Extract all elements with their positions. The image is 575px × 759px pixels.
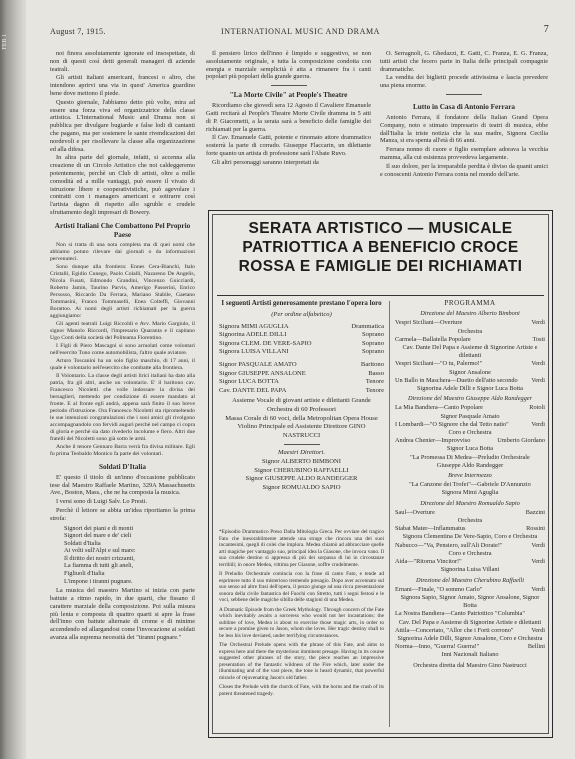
artists-lead: I seguenti Artisti generosamente prestano l'opera loro — [221, 299, 382, 307]
paragraph: Ferrara nonno di cuore e figlio esemplare adorava la vecchia mamma, alla cui esistenza provvedeva largamente. — [380, 146, 548, 161]
artist-name: Signor PASQUALE AMATO — [219, 360, 297, 368]
violin-note: Violino Principale ed Assistente Direttore GINO NASTRUCCI — [237, 423, 366, 439]
artist-row — [219, 323, 384, 332]
piece-title: Carmela—Ballatella Popolare — [395, 335, 471, 343]
paragraph: Sono dunque alla frontiera: Ennes Cera-Bianchi, Italo Cristalli, Egidio Cunego, Paolo Colalli, Nazareno De Angelis, Nicola Fusati, Edmondo Grandini, Vincenzo Guicciardi, Roberto Jamin, Taurino Parvis, Amerigo Passerini, Enrico Persosso, Riccardo Da Ferrara, Mariano Stabile, Gaetano Tommasini, Franco Tommaselli, Enea Colteffi, Giovanni Borattoo. Ai nomi degli artisti richiamati per la guerra aggiungiamo: — [50, 263, 195, 319]
piece-title: "La Promessa Di Medea—Preludio Orchestrale — [410, 453, 530, 461]
piece-title: Ernani—Finale, "O sommo Carlo" — [395, 585, 483, 593]
composer: Verdi — [531, 319, 545, 327]
column-divider — [389, 301, 390, 727]
artist-role: Tenore — [365, 378, 384, 386]
programme — [395, 299, 545, 670]
divider — [271, 85, 307, 86]
paragraph: Il pensiero lirico dell'inno è limpido e suggestivo, se non assolutamente originale, e tutta la composizione condotta con energia e marziale semplicità è atta a rimanere fra i canti popolari più popolari della grande guerra. — [206, 50, 371, 81]
gutter-mark: FEB 1 — [2, 34, 8, 50]
performers: Signorina Adele Dilli, Signor Ansalone, Coro e Orchestra — [397, 634, 543, 642]
composer: Verdi — [531, 420, 545, 428]
director-name: Signor ALBERTO BIMBONI — [262, 457, 341, 465]
note-paragraph: The Orchestral Prelude opens with the phrase of this Fate, and aims to express here and there the mysterious imminent presage. Having in its course suggested other phrases of the story, the piece reaches an impressive presentation of the fantastic wildness of the Fire which, later under the illuminating and of the vast piece, the tone is heard dynamic, that powerful miracle of rejuvenating Jason's old father. — [219, 642, 384, 681]
paragraph: Gli agenti teatrali Luigi Riccoldi e Avv. Mario Gargiulo, il signor Manolo Riccordi, l'impresario Quaranta e il capitano Ugo Conti della società del Politeama Fiorentino. — [50, 320, 195, 341]
paragraph: O. Serragnoli, G. Ghedazzi, E. Gatti, C. Franza, E. G. Franza, tutti artisti che fecero parte in Italia delle principali compagnie drammatiche. — [380, 50, 548, 73]
newspaper-page — [26, 0, 575, 759]
artist-role: Basso — [368, 369, 384, 377]
artist-name: Signor GIUSEPPE ANSALONE — [219, 369, 306, 377]
paragraph: I Figli di Piero Mascagni si sono arruolati come volontari nell'esercito Tuno come automobilista, l'altro quale aviatore. — [50, 342, 195, 356]
paragraph: La vendita dei biglietti procede attivissima e lascia prevedere una piena enorme. — [380, 74, 548, 90]
piece-title: Saul—Overture — [395, 508, 435, 516]
composer: Rotoli — [529, 404, 545, 412]
composer: Bellini — [527, 643, 545, 651]
piece-title: Vespri Siciliani—"O tu, Palermo!" — [395, 360, 483, 368]
paragraph: noi finora assolutamente ignorate ed insospettate, di non di questi così detti generali manageri di aziende teatrali. — [50, 50, 195, 73]
piece-title: I Lombardi—"O Signore che dal Tetto natio" — [395, 420, 509, 428]
performers: Cav. Dante Del Papa e Assieme di Signorine Artiste e dilettanti — [402, 344, 538, 360]
piece-title: "La Canzone dei Trofei"—Gabriele D'Annunzio — [409, 481, 531, 489]
artist-role: Baritono — [360, 360, 384, 368]
piece-title: Andrea Chenier—Improvviso — [395, 437, 471, 445]
composer: Verdi — [531, 376, 545, 384]
performers: Signora Mimi Aguglia — [441, 489, 499, 497]
programme-item — [395, 558, 545, 566]
performers: Signor Pasquale Amato — [440, 412, 500, 420]
conductor-line: Direzione del Maestro Romualdo Sapio — [420, 499, 520, 507]
piece-title: Stabat Mater—Inflammatus — [395, 525, 466, 533]
paragraph: Ricordiamo che giovedì sera 12 Agosto il Cavaliere Emanuele Gatti recitarà al People's Theatre Morte Civile dramma in 5 atti di P. Giacometti, a la serata sarà a beneficio delle famiglie dei richiamati per la guerra. — [206, 102, 371, 133]
artist-name: Signora MIMI AGUGLIA — [219, 322, 289, 330]
note-paragraph: *Episodio Drammatico Preso Dalla Mitologia Greca. Per ovviare del tragico Fato che inesorabilmente attende una strage che rincora una dei suoi incantesimi, quegli di colei che implora. Medea chiamò ad abbracciare quelle arti magiche per vantaggio suo, principal idea la Giasone, che invoca vano. Il suo crudele destino si appressa di più dei sorpassa di lui in circostanze terribili; in onore Medea, vittima per Giasone, soffre crudelmente. — [219, 529, 384, 568]
page-number: 7 — [543, 24, 549, 35]
poem-line: Signori del mare e de' cieli — [64, 532, 132, 540]
composer: Giuseppe Aldo Randegger — [436, 461, 504, 469]
artist-row — [219, 331, 384, 340]
composer: Verdi — [531, 585, 545, 593]
poem-line: Ai volti sull'Alpi e sul mare: — [64, 547, 136, 555]
programme-item — [395, 542, 545, 550]
alpha-note: (Per ordine alfabetico) — [271, 311, 332, 318]
conductor-line: Direzione del Maestro Giuseppe Aldo Randegger — [407, 395, 533, 403]
article-title: Soldati D'Italia — [99, 462, 146, 471]
artist-row — [219, 370, 384, 379]
artist-name: Signora CLEM. DE VERE-SAPIO — [219, 339, 312, 347]
performers: Orchestra — [457, 327, 483, 335]
programme-item — [395, 404, 545, 412]
divider — [446, 94, 482, 95]
performers: Orchestra — [457, 517, 483, 525]
performers: Signor Ansalone — [449, 368, 491, 376]
performers: Signor Luca Botta — [446, 445, 494, 453]
performers: Coro e Orchestra — [448, 429, 492, 437]
artist-row — [219, 340, 384, 349]
piece-title: Norma—Inno, "Guerra! Guerra!" — [395, 643, 480, 651]
artist-name: Signorina ADELE DILLI — [219, 331, 287, 339]
piece-title: Aida—"Ritorna Vincitor!" — [395, 558, 462, 566]
announcement-headline: SERATA ARTISTICO — MUSICALE PATRIOTTICA A BENEFICIO CROCE ROSSA E FAMIGLIE DEI RICHIAMATI — [238, 220, 523, 275]
artist-role: Drammatica — [351, 322, 384, 330]
artist-row — [219, 378, 384, 387]
performers: Signora Clementina De Vere-Sapio, Coro e Orchestra — [402, 533, 538, 541]
paragraph: In altra parte del giornale, infatti, si accenna alla creazione di un Circolo Artistico che noi caldeggeremo potentemente, perchè un Club di artisti, oltre a mille comodità ed a mille vantaggi, può essere il vivaio di istruzione libere e cooperativistiche, può agevolare i contratti con i managers americani e sottrarre così l'artista dagno di rispetto allo sgruble e crudele sfruttamento degli impresari di Bowery. — [50, 154, 195, 216]
director-name: Signor GIUSEPPE ALDO RANDEGGER — [245, 475, 358, 483]
article-title: Lutto in Casa di Antonio Ferrara — [412, 102, 516, 111]
piece-title: Un Ballo in Maschera—Duetto dell'atto secondo — [395, 376, 518, 384]
programme-item — [395, 509, 545, 517]
artist-role: Soprano — [362, 348, 384, 356]
directors-title: Maestri Direttori. — [277, 449, 325, 457]
director-name: Signor ROMUALDO SAPIO — [262, 483, 341, 491]
composer: Rossini — [526, 525, 545, 533]
paragraph: Questo giornale, l'abbiamo detto più volte, mira ad essere una forza viva ed organizzatrice della classe artistica. L'International Music and Drama non si pubblica per divulgare bugiarde e false lodi di cantanti che pagano, ma per sostenere le sante rivendicazioni dei nordevoli e per risollevare la classe alla organizzazione ed alla difesa. — [50, 98, 195, 153]
paragraph: Gli artisti italiani americani, francesi o altro, che intendono aprirvi una via in quest' America guardino bene dove mettono il piede. — [50, 74, 195, 97]
publication-title: INTERNATIONAL MUSIC AND DRAMA — [220, 27, 381, 36]
paragraph: Perchè il lettore se abbia un'idea riportiamo la prima strofa: — [50, 506, 195, 522]
article-title: Artisti Italiani Che Combattono Pel Proprio Paese — [54, 221, 191, 239]
artist-name: Signora LUISA VILLANI — [219, 348, 289, 356]
paragraph: Il suo dolore, per la irreparabile perdita è diviso da quanti amici e conoscenti Antonio Ferrara conta nel mondo dell'arte. — [380, 162, 548, 178]
article-title: "La Morte Civile" at People's Theatre — [229, 91, 348, 100]
poem-line: Signori dei piani e di monti — [64, 524, 134, 532]
piece-title: Attila—Concertato, "Allor che i Forti corrono" — [395, 626, 514, 634]
paragraph: Anche il tenore Gennaro Barra verrà fra divisa militare. Egli fu prima Teobaldo Montico fa parte dei volontari. — [50, 443, 195, 457]
artist-role: Tenore — [365, 386, 384, 394]
performers: Signorina Luisa Villani — [440, 566, 500, 574]
column-right — [380, 50, 548, 179]
paragraph: E' questo il titolo di un'inno d'occasione pubblicato tese dal Maestro Raffaele Martino, 329A Massachusetts Ave., Boston, Mass., che ne ha composta la musica. — [50, 473, 195, 497]
poem-line: La fiamma di tutti gli aneli, — [64, 562, 134, 570]
programme-item — [395, 586, 545, 594]
programme-item — [395, 421, 545, 429]
paragraph: Arturo Toscanini ha un solo figlio maschio, di 17 anni, il quale è volontario nell'esercito che combatte alla frontiera. — [50, 357, 195, 371]
performers: Inni Nazionali Italiano — [441, 651, 499, 659]
note-paragraph: Il Preludio Orchestrale comincia con la frase di canto Fato, e tende ad esprimere tutto il suo misterioso tremendo presagio. Dopo aver accennato sul suo senso ad altre frasi dell'opera, il pezzo giunge ad una ricca presentazione sonora della civile fantastica del Fuochi con Stretto, tutti i segni festosi e le voci, sebbene delle magiche sibilla delle stagioni di una Medea. — [219, 571, 384, 603]
piece-title: Vespri Siciliani—Overture — [395, 319, 463, 327]
paragraph: Il Volontario. La classe degli artisti lirici italiani ha dato alla patria, fra gli altri, anche un volontario. E' il baritono cav. Francesco Nicoletti che volle indossare la divisa dei bersaglieri, mettendo per condizione di essere mandato al fronte. E al fronte egli andrà, appena sarà finito il suo breve periodo d'istruzione. Ora Francesco Nicoletti sta ripromeltendo le sue intenzioni congratulazioni che i suoi amici gli rivolgono accompagnandolo con fervidi auguri perchè nel campo ci copra di gloria e perchè sia dato rivederlo incolume e fiero. Altri due fratelli del Nicoletti sono già sotto le armi. — [50, 372, 195, 442]
director-name: Signor CHERUBINO RAFFAELLI — [254, 466, 349, 474]
artist-role: Soprano — [362, 331, 384, 339]
column-left — [50, 50, 195, 643]
artist-row — [219, 348, 384, 357]
programme-item — [395, 360, 545, 368]
divider — [217, 295, 544, 296]
column-middle — [206, 50, 371, 168]
performers: Signorina Adele Dilli e Signor Luca Botta — [417, 385, 523, 393]
composer: Verdi — [531, 558, 545, 566]
poem-line: Figliuoli d'Italia — [64, 570, 105, 578]
medea-notes — [219, 529, 384, 700]
piece-title: La Mia Bandiera—Canto Popolare — [395, 404, 483, 412]
paragraph: La musica del maestro Martino si inizia con parte battute a ritmo rapido, in due quarti, che fissano il carattere marziale della composizione. Poi sulla misura più lenta e composta di quattro quarti si apre la frase dell'inno con battute alternate di crome e di minime accendendo ed allargandosi come l'invocazione ai soldati avanza alla suprema necessità dei "tiranni pugnare." — [50, 587, 195, 642]
page-header — [46, 24, 555, 38]
artists-list — [219, 299, 384, 492]
paragraph: Antonio Ferrara, il fondatore della Italian Grand Opera Company, noto e stimato impresario di teatri di musica, ebbe dall'Italia la triste notizia che la sua madre, Signora Cecilia Manza, si era spenta all'età di 66 anni. — [380, 113, 548, 145]
programme-item — [395, 627, 545, 635]
programme-item — [395, 643, 545, 651]
artist-name: Signor LUCA BOTTA — [219, 378, 279, 386]
performers: Coro e Orchestra — [448, 549, 492, 557]
binding-gutter — [0, 0, 24, 759]
artist-role: Soprano — [362, 339, 384, 347]
programme-item — [395, 437, 545, 445]
divider — [284, 444, 320, 445]
composer: Tosti — [532, 335, 545, 343]
conductor-line: Direzione del Maestro Cherubino Raffaelli — [416, 576, 524, 584]
piece-title: La Nostra Bandiera—Canto Patriottico "Columbia" — [395, 610, 526, 618]
paragraph: Non si tratta di una nota completa ma di quei nomi che abbiamo potuto rilevare dai giornali o da informazioni pervenuteci. — [50, 241, 195, 262]
programme-item — [395, 319, 545, 327]
composer: Bazzini — [525, 508, 545, 516]
paragraph: Gli altri personaggi saranno interpretati da — [212, 158, 319, 166]
programme-title: PROGRAMMA — [444, 299, 496, 307]
piece-title: Nabucco—"Va, Pensiero, sull'Ali Dorate!" — [395, 541, 503, 549]
programme-item — [395, 610, 545, 618]
note-paragraph: Closes the Prelude with the chords of Fate, with the horns and the crash of its potent threatened tragedy. — [219, 684, 384, 697]
programme-item — [395, 377, 545, 385]
artist-row — [219, 361, 384, 370]
note-paragraph: A Dramatic Episode from the Greek Mythology. Through concern of the Fate which inevitably awaits a sorceress who would not her incantations: the sublime of love, Medea is about to exercise those magic arts, in order to secure a promise given to Jason, whom she loves. Her tragic destiny shall to be less his love deviated, under terrifying circumstances. — [219, 606, 384, 639]
issue-date: August 7, 1915. — [50, 27, 106, 36]
poem-line: Soldati d'Italia — [64, 539, 101, 547]
artist-name: Cav. DANTE DEL PAPA — [219, 386, 287, 394]
interlude-line: Breve Intermezzo — [448, 472, 492, 480]
composer: Umberto Giordano — [497, 437, 545, 445]
paragraph: I versi sono di Luigi Salv. Lo Presti. — [56, 498, 148, 506]
paragraph: Il Cav. Emanuele Gatti, potente e rinomato attore drammatico sosterrà la parte di corrado. Giuseppe Flaccarin, un dilettante forte quanto un artista di professione sarà l'Abate Ruvo. — [206, 134, 371, 157]
composer: Verdi — [531, 360, 545, 368]
composer: Verdi — [531, 541, 545, 549]
poem-line: L'impone i tiranni pugnare. — [64, 577, 133, 585]
conductor-line: Direzione del Maestro Alberto Bimboni — [420, 310, 520, 318]
artist-row — [219, 387, 384, 396]
announcement-box — [208, 210, 553, 738]
programme-item — [395, 525, 545, 533]
chorus-note: Massa Corale di 60 voci, della Metropolitan Opera House — [225, 414, 378, 422]
composer: Verdi — [531, 626, 545, 634]
performers: Signora Sapio, Signor Amato, Signor Ansalone, Signor Botta — [400, 593, 540, 610]
poem-line: Il diritto dei nostri crizzanti, — [64, 554, 135, 562]
performers: Cav. Del Papa e Assieme di Signorine Artiste e dilettanti — [398, 618, 542, 626]
programme-item — [395, 336, 545, 344]
ensemble-note: Assieme Vocale di giovani artiste e dilettanti Grande Orchestra di 60 Professori — [232, 397, 371, 413]
closing-note: Orchestra diretta dal Maestro Gino Nastrucci — [413, 661, 527, 669]
poem-stanza — [50, 525, 195, 586]
